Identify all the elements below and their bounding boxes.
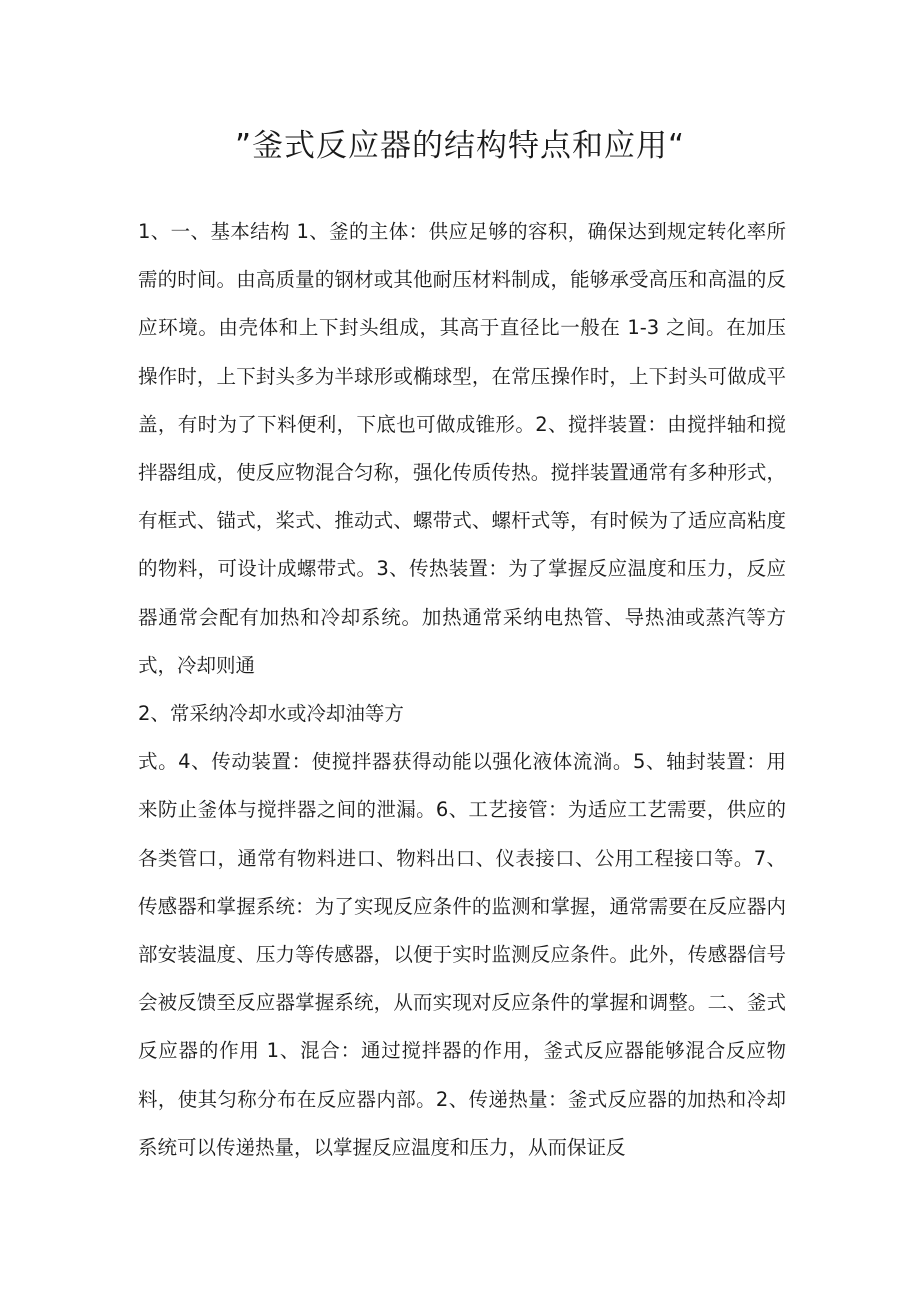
document-title: ”釜式反应器的结构特点和应用“ bbox=[234, 128, 686, 164]
paragraph-2: 式。4、传动装置：使搅拌器获得动能以强化液体流淌。5、轴封装置：用来防止釜体与搅拌器之间的泄漏。6、工艺接管：为适应工艺需要，供应的各类管口，通常有物料进口、物料出口、仪表接口、公用工程接口等。7、传感器和掌握系统：为了实现反应条件的监测和掌握，通常需要在反应器内部安装温度、压力等传感器，以便于实时监测反应条件。此外，传感器信号会被反馈至反应器掌握系统，从而实现对反应条件的掌握和调整。二、釜式反应器的作用 1、混合：通过搅拌器的作用，釜式反应器能够混合反应物料，使其匀称分布在反应器内部。2、传递热量：釜式反应器的加热和冷却系统可以传递热量，以掌握反应温度和压力，从而保证反 bbox=[138, 750, 786, 1159]
paragraph-2-lead: 2、常采纳冷却水或冷却油等方 bbox=[138, 702, 404, 726]
paragraph-1: 1、一、基本结构 1、釜的主体：供应足够的容积，确保达到规定转化率所需的时间。由高质量的钢材或其他耐压材料制成，能够承受高压和高温的反应环境。由壳体和上下封头组成，其高于直径比一般在 1-3 之间。在加压操作时，上下封头多为半球形或椭球型，在常压操作时，上下封头可做成平盖，有时为了下料便利，下底也可做成锥形。2、搅拌装置：由搅拌轴和搅拌器组成，使反应物混合匀称，强化传质传热。搅拌装置通常有多种形式，有框式、锚式，桨式、推动式、螺带式、螺杆式等，有时候为了适应高粘度的物料，可设计成螺带式。3、传热装置：为了掌握反应温度和压力，反应器通常会配有加热和冷却系统。加热通常采纳电热管、导热油或蒸汽等方式，冷却则通 bbox=[138, 220, 786, 677]
document-body bbox=[138, 208, 786, 1172]
